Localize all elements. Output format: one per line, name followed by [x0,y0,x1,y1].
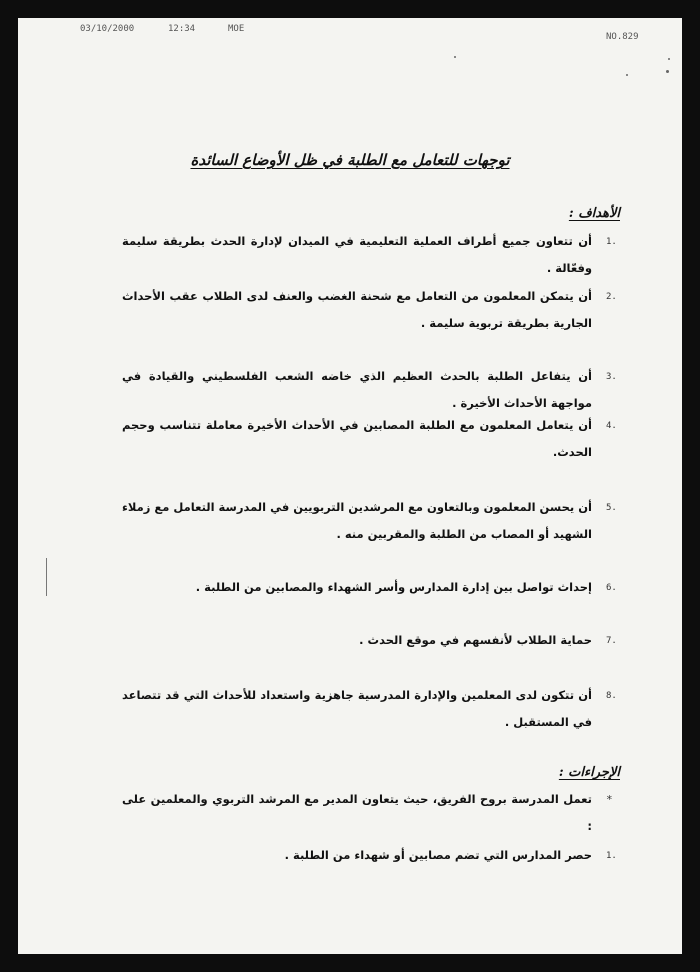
item-text: تعمل المدرسة بروح الفريق، حيث يتعاون المدير مع المرشد التربوي والمعلمين على : [122,792,592,833]
goal-item-4 [18,412,682,472]
item-number: 7. [606,636,617,646]
item-number: 6. [606,583,617,593]
item-text: أن تتعاون جميع أطراف العملية التعليمية في الميدان لإدارة الحدث بطريقة سليمة وفعّالة . [122,234,592,275]
item-number: 1. [606,851,617,861]
item-text: أن يتمكن المعلمون من التعامل مع شحنة الغضب والعنف لدى الطلاب عقب الأحداث الجارية بطريقة تربوية سليمة . [122,289,592,330]
item-text: إحداث تواصل بين إدارة المدارس وأسر الشهداء والمصابين من الطلبة . [195,580,592,594]
item-text: حماية الطلاب لأنفسهم في موقع الحدث . [359,633,592,647]
procedure-item-intro [18,786,682,846]
document-title: توجهات للتعامل مع الطلبة في ظل الأوضاع السائدة [190,151,510,169]
document-page [18,18,682,954]
goal-item-7 [18,627,682,687]
item-text: أن يتعامل المعلمون مع الطلبة المصابين في الأحداث الأخيرة معاملة تتناسب وحجم الحدث. [122,418,592,459]
goal-item-1 [18,228,682,288]
item-number: 5. [606,503,617,513]
goal-item-2 [18,283,682,343]
procedures-heading: الإجراءات : [558,765,620,780]
scan-speck [454,56,456,58]
scan-speck [666,70,669,73]
goal-item-6 [18,574,682,634]
fax-date: 03/10/2000 [80,24,135,34]
item-text: أن يحسن المعلمون وبالتعاون مع المرشدين التربويين في المدرسة التعامل مع زملاء الشهيد أو المصاب من الطلبة والمقربين منه . [122,500,592,541]
item-number: 8. [606,691,617,701]
fax-header [18,22,682,42]
fax-page-number: NO.829 [606,32,639,42]
item-text: حصر المدارس التي تضم مصابين أو شهداء من الطلبة . [284,848,592,862]
goal-item-8 [18,682,682,742]
fax-time: 12:34 [168,24,196,34]
scan-speck [626,74,628,76]
scan-speck [668,58,670,60]
item-number: 2. [606,292,617,302]
item-text: أن يتفاعل الطلبة بالحدث العظيم الذي خاضه الشعب الفلسطيني والقيادة في مواجهة الأحداث الأخيرة . [122,369,592,410]
item-number: 3. [606,372,617,382]
item-number: 1. [606,237,617,247]
procedure-item-1 [18,842,682,902]
item-number: * [606,793,613,806]
item-number: 4. [606,421,617,431]
goals-heading: الأهداف : [568,206,620,221]
goal-item-5 [18,494,682,554]
fax-sender-id: MOE [228,24,245,34]
item-text: أن تتكون لدى المعلمين والإدارة المدرسية جاهزية واستعداد للأحداث التي قد تتصاعد في المستقبل . [122,688,592,729]
